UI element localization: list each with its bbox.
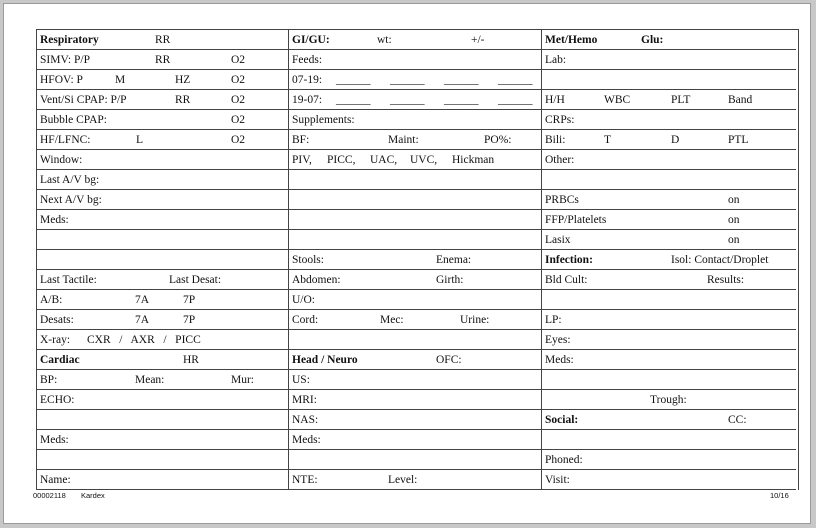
echo-row — [37, 390, 288, 410]
line-piv: PIV, — [292, 154, 312, 166]
prbcs-row — [542, 190, 796, 210]
plt-label: PLT — [671, 94, 691, 106]
shift2-blank-4: ______ — [498, 94, 533, 106]
cardiac-blank-row — [37, 410, 288, 430]
bf-label: BF: — [292, 134, 310, 146]
vent-o2-label: O2 — [231, 94, 246, 106]
po-label: PO%: — [484, 134, 512, 146]
stools-row — [289, 250, 541, 270]
mec-label: Mec: — [380, 314, 404, 326]
bili-row — [542, 130, 796, 150]
bili-t-label: T — [604, 134, 612, 146]
supplements-row — [289, 110, 541, 130]
hfov-row — [37, 70, 288, 90]
resp-blank-row-1 — [37, 230, 288, 250]
bili-label: Bili: — [545, 134, 566, 146]
kardex-grid — [36, 29, 799, 490]
crps-label: CRPs: — [545, 114, 575, 126]
resp-meds-label: Meds: — [40, 214, 69, 226]
lp-row — [542, 310, 796, 330]
ab-label: A/B: — [40, 294, 63, 306]
ab-7a-label: 7A — [135, 294, 150, 306]
cord-row — [289, 310, 541, 330]
gigu-blank-row-5 — [289, 330, 541, 350]
hfov-label: HFOV: P — [40, 74, 83, 86]
shift1-blank-3: ______ — [444, 74, 479, 86]
infection-blank-row-1 — [542, 290, 796, 310]
nas-row — [289, 410, 541, 430]
level-label: Level: — [388, 474, 418, 486]
other-label: Other: — [545, 154, 575, 166]
hr-label: HR — [183, 354, 199, 366]
lab-label: Lab: — [545, 54, 567, 66]
methemo-infection-social-column — [542, 30, 796, 490]
bubble-cpap-row — [37, 110, 288, 130]
abdomen-label: Abdomen: — [292, 274, 341, 286]
bubble-o2-label: O2 — [231, 114, 246, 126]
xray-row — [37, 330, 288, 350]
ab-7p-label: 7P — [183, 294, 196, 306]
cardiac-header-row — [37, 350, 288, 370]
cardiac-blank-row-2 — [37, 450, 288, 470]
infection-header-row — [542, 250, 796, 270]
form-name: Kardex — [81, 491, 105, 500]
shift2-blank-2: ______ — [390, 94, 425, 106]
bf-row — [289, 130, 541, 150]
methemo-blank-row-1 — [542, 70, 796, 90]
trough-row — [542, 390, 796, 410]
desats-7p-label: 7P — [183, 314, 196, 326]
lasix-row — [542, 230, 796, 250]
eyes-row — [542, 330, 796, 350]
visit-row — [542, 470, 796, 490]
hfov-m-label: M — [115, 74, 126, 86]
bubble-cpap-label: Bubble CPAP: — [40, 114, 108, 126]
neuro-header-row — [289, 350, 541, 370]
rr-label: RR — [155, 34, 171, 46]
mri-row — [289, 390, 541, 410]
nte-label: NTE: — [292, 474, 318, 486]
name-label: Name: — [40, 474, 71, 486]
cc-label: CC: — [728, 414, 747, 426]
neuro-blank-row — [289, 450, 541, 470]
supplements-label: Supplements: — [292, 114, 355, 126]
gigu-blank-row-3 — [289, 210, 541, 230]
form-number: 00002118 — [33, 491, 66, 500]
uo-label: U/O: — [292, 294, 315, 306]
resp-blank-row-2 — [37, 250, 288, 270]
cardiac-meds-row — [37, 430, 288, 450]
lasix-label: Lasix — [545, 234, 571, 246]
band-label: Band — [728, 94, 753, 106]
abdomen-row — [289, 270, 541, 290]
hflfnc-label: HF/LFNC: — [40, 134, 91, 146]
ffp-row — [542, 210, 796, 230]
results-label: Results: — [707, 274, 745, 286]
last-tactile-label: Last Tactile: — [40, 274, 97, 286]
desats-row — [37, 310, 288, 330]
desats-label: Desats: — [40, 314, 74, 326]
gigu-heading: GI/GU: — [292, 34, 330, 46]
neuro-meds-row — [289, 430, 541, 450]
infection-heading: Infection: — [545, 254, 593, 266]
bili-d-label: D — [671, 134, 680, 146]
resp-meds-row — [37, 210, 288, 230]
desats-7a-label: 7A — [135, 314, 150, 326]
ab-row — [37, 290, 288, 310]
shift1-blank-4: ______ — [498, 74, 533, 86]
vent-rr-label: RR — [175, 94, 191, 106]
last-bg-row — [37, 170, 288, 190]
enema-label: Enema: — [436, 254, 472, 266]
urine-label: Urine: — [460, 314, 490, 326]
shift1-label: 07-19: — [292, 74, 323, 86]
us-label: US: — [292, 374, 310, 386]
wt-label: wt: — [377, 34, 392, 46]
isol-label: Isol: Contact/Droplet — [671, 254, 769, 266]
lp-label: LP: — [545, 314, 562, 326]
line-picc: PICC, — [327, 154, 356, 166]
hfov-o2-label: O2 — [231, 74, 246, 86]
respiratory-header-row — [37, 30, 288, 50]
prbcs-on-label: on — [728, 194, 740, 206]
window-row — [37, 150, 288, 170]
nte-row — [289, 470, 541, 490]
window-label: Window: — [40, 154, 83, 166]
feeds-label: Feeds: — [292, 54, 323, 66]
glu-label: Glu: — [641, 34, 664, 46]
feeds-row — [289, 50, 541, 70]
other-row — [542, 150, 796, 170]
visit-label: Visit: — [545, 474, 570, 486]
lab-row — [542, 50, 796, 70]
ffp-on-label: on — [728, 214, 740, 226]
simv-label: SIMV: P/P — [40, 54, 90, 66]
hfov-hz-label: HZ — [175, 74, 191, 86]
kardex-form-page — [3, 3, 811, 524]
next-bg-row — [37, 190, 288, 210]
girth-label: Girth: — [436, 274, 464, 286]
lines-row — [289, 150, 541, 170]
shift2-row — [289, 90, 541, 110]
mean-label: Mean: — [135, 374, 165, 386]
name-row — [37, 470, 288, 490]
us-row — [289, 370, 541, 390]
gigu-blank-row-4 — [289, 230, 541, 250]
hflfnc-o2-label: O2 — [231, 134, 246, 146]
wbc-label: WBC — [604, 94, 631, 106]
line-uvc: UVC, — [410, 154, 438, 166]
nas-label: NAS: — [292, 414, 319, 426]
infection-meds-label: Meds: — [545, 354, 574, 366]
shift2-blank-1: ______ — [336, 94, 371, 106]
ffp-label: FFP/Platelets — [545, 214, 607, 226]
next-bg-label: Next A/V bg: — [40, 194, 102, 206]
hflfnc-l-label: L — [136, 134, 144, 146]
gigu-blank-row-2 — [289, 190, 541, 210]
infection-meds-row — [542, 350, 796, 370]
xray-options: CXR / AXR / PICC — [87, 334, 201, 346]
form-revision: 10/16 — [770, 491, 789, 500]
social-header-row — [542, 410, 796, 430]
trough-label: Trough: — [650, 394, 687, 406]
cord-label: Cord: — [292, 314, 319, 326]
lasix-on-label: on — [728, 234, 740, 246]
hh-label: H/H — [545, 94, 565, 106]
prbcs-label: PRBCs — [545, 194, 579, 206]
gigu-blank-row-1 — [289, 170, 541, 190]
simv-o2-label: O2 — [231, 54, 246, 66]
last-desat-label: Last Desat: — [169, 274, 222, 286]
ofc-label: OFC: — [436, 354, 462, 366]
methemo-header-row — [542, 30, 796, 50]
echo-label: ECHO: — [40, 394, 75, 406]
bld-cult-label: Bld Cult: — [545, 274, 588, 286]
shift2-blank-3: ______ — [444, 94, 479, 106]
shift1-blank-2: ______ — [390, 74, 425, 86]
line-uac: UAC, — [370, 154, 398, 166]
phoned-label: Phoned: — [545, 454, 583, 466]
bp-label: BP: — [40, 374, 58, 386]
line-hickman: Hickman — [452, 154, 495, 166]
shift2-label: 19-07: — [292, 94, 323, 106]
gigu-header-row — [289, 30, 541, 50]
social-blank-row — [542, 430, 796, 450]
gigu-neuro-column — [289, 30, 542, 490]
maint-label: Maint: — [388, 134, 419, 146]
bp-row — [37, 370, 288, 390]
uo-row — [289, 290, 541, 310]
simv-row — [37, 50, 288, 70]
cardiac-meds-label: Meds: — [40, 434, 69, 446]
last-bg-label: Last A/V bg: — [40, 174, 100, 186]
hflfnc-row — [37, 130, 288, 150]
social-heading: Social: — [545, 414, 579, 426]
hh-row — [542, 90, 796, 110]
crps-row — [542, 110, 796, 130]
eyes-label: Eyes: — [545, 334, 571, 346]
respiratory-heading: Respiratory — [40, 34, 99, 46]
simv-rr-label: RR — [155, 54, 171, 66]
shift1-row — [289, 70, 541, 90]
methemo-blank-row-2 — [542, 170, 796, 190]
mur-label: Mur: — [231, 374, 254, 386]
neuro-meds-label: Meds: — [292, 434, 321, 446]
shift1-blank-1: ______ — [336, 74, 371, 86]
tactile-row — [37, 270, 288, 290]
respiratory-cardiac-column — [37, 30, 289, 490]
neuro-heading: Head / Neuro — [292, 354, 358, 366]
vent-label: Vent/Si CPAP: P/P — [40, 94, 127, 106]
infection-blank-row-2 — [542, 370, 796, 390]
plusminus-label: +/- — [471, 34, 485, 46]
methemo-heading: Met/Hemo — [545, 34, 598, 46]
bld-cult-row — [542, 270, 796, 290]
ptl-label: PTL — [728, 134, 749, 146]
vent-row — [37, 90, 288, 110]
stools-label: Stools: — [292, 254, 324, 266]
mri-label: MRI: — [292, 394, 317, 406]
cardiac-heading: Cardiac — [40, 354, 80, 366]
xray-label: X-ray: — [40, 334, 71, 346]
phoned-row — [542, 450, 796, 470]
